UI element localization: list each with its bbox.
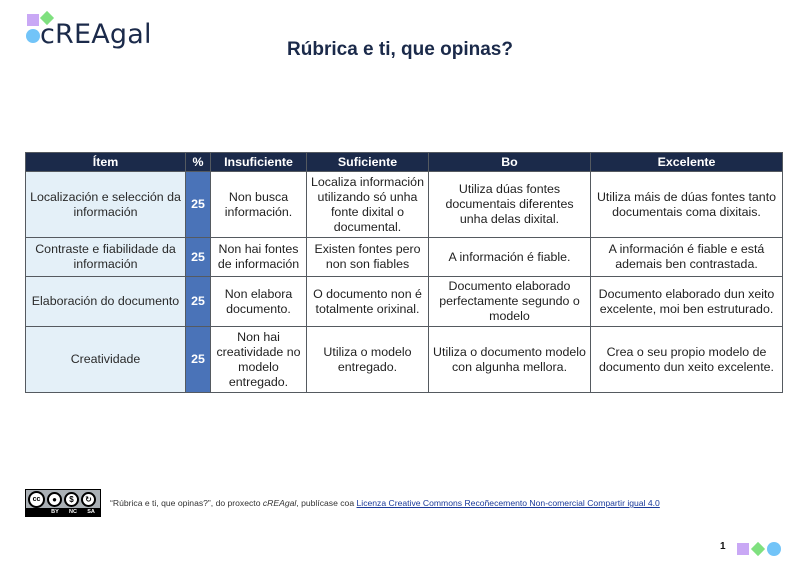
license-prefix: “Rúbrica e ti, que opinas?”, do proxecto xyxy=(110,498,263,508)
page-number: 1 xyxy=(720,541,726,552)
sa-label: SA xyxy=(87,509,95,515)
nc-icon: $ xyxy=(64,492,79,507)
square-icon xyxy=(737,543,749,555)
excelente-cell: Crea o seu propio modelo de documento dun xeito excelente. xyxy=(591,327,783,393)
suficiente-cell: Localiza información utilizando só unha fonte dixital o documental. xyxy=(307,172,429,238)
column-header-excelente: Excelente xyxy=(591,153,783,172)
logo-text: cREAgal xyxy=(40,19,152,50)
bo-cell: Utiliza dúas fontes documentais diferentes unha delas dixital. xyxy=(429,172,591,238)
page-title: Rúbrica e ti, que opinas? xyxy=(287,39,513,60)
project-name: cREAgal xyxy=(262,498,297,508)
insuficiente-cell: Non hai creatividade no modelo entregado. xyxy=(211,327,307,393)
table-row xyxy=(26,327,783,393)
table-header-row xyxy=(26,153,783,172)
license-middle: , publícase coa xyxy=(296,498,357,508)
logo-square-icon xyxy=(27,14,39,26)
column-header-bo: Bo xyxy=(429,153,591,172)
cc-icon: cc xyxy=(28,491,45,508)
item-cell: Creatividade xyxy=(26,327,186,393)
license-footer xyxy=(25,489,785,517)
suficiente-cell: Utiliza o modelo entregado. xyxy=(307,327,429,393)
table-row xyxy=(26,277,783,327)
column-header-suficiente: Suficiente xyxy=(307,153,429,172)
bo-cell: Documento elaborado perfectamente segundo o modelo xyxy=(429,277,591,327)
table-row xyxy=(26,172,783,238)
license-link[interactable]: Licenza Creative Commons Recoñecemento Non-comercial Compartir igual 4.0 xyxy=(356,498,660,508)
by-icon: ● xyxy=(47,492,62,507)
cc-by-nc-sa-badge[interactable] xyxy=(25,489,101,517)
percent-cell: 25 xyxy=(186,238,211,277)
insuficiente-cell: Non busca información. xyxy=(211,172,307,238)
excelente-cell: A información é fiable e está ademais ben contrastada. xyxy=(591,238,783,277)
column-header-percent: % xyxy=(186,153,211,172)
percent-cell: 25 xyxy=(186,172,211,238)
license-text xyxy=(110,498,660,508)
percent-cell: 25 xyxy=(186,277,211,327)
item-cell: Localización e selección da información xyxy=(26,172,186,238)
excelente-cell: Utiliza máis de dúas fontes tanto documentais coma dixitais. xyxy=(591,172,783,238)
column-header-insuficiente: Insuficiente xyxy=(211,153,307,172)
insuficiente-cell: Non elabora documento. xyxy=(211,277,307,327)
excelente-cell: Documento elaborado dun xeito excelente, moi ben estruturado. xyxy=(591,277,783,327)
circle-icon xyxy=(767,542,781,556)
sa-icon: ↻ xyxy=(81,492,96,507)
insuficiente-cell: Non hai fontes de información xyxy=(211,238,307,277)
percent-cell: 25 xyxy=(186,327,211,393)
column-header-item: Ítem xyxy=(26,153,186,172)
table-row xyxy=(26,238,783,277)
bo-cell: A información é fiable. xyxy=(429,238,591,277)
item-cell: Elaboración do documento xyxy=(26,277,186,327)
rubric-table xyxy=(25,152,783,393)
bo-cell: Utiliza o documento modelo con algunha mellora. xyxy=(429,327,591,393)
suficiente-cell: O documento non é totalmente orixinal. xyxy=(307,277,429,327)
diamond-icon xyxy=(751,542,765,556)
nc-label: NC xyxy=(69,509,77,515)
by-label: BY xyxy=(51,509,59,515)
footer-logo-shapes xyxy=(737,542,782,556)
item-cell: Contraste e fiabilidade da información xyxy=(26,238,186,277)
suficiente-cell: Existen fontes pero non son fiables xyxy=(307,238,429,277)
